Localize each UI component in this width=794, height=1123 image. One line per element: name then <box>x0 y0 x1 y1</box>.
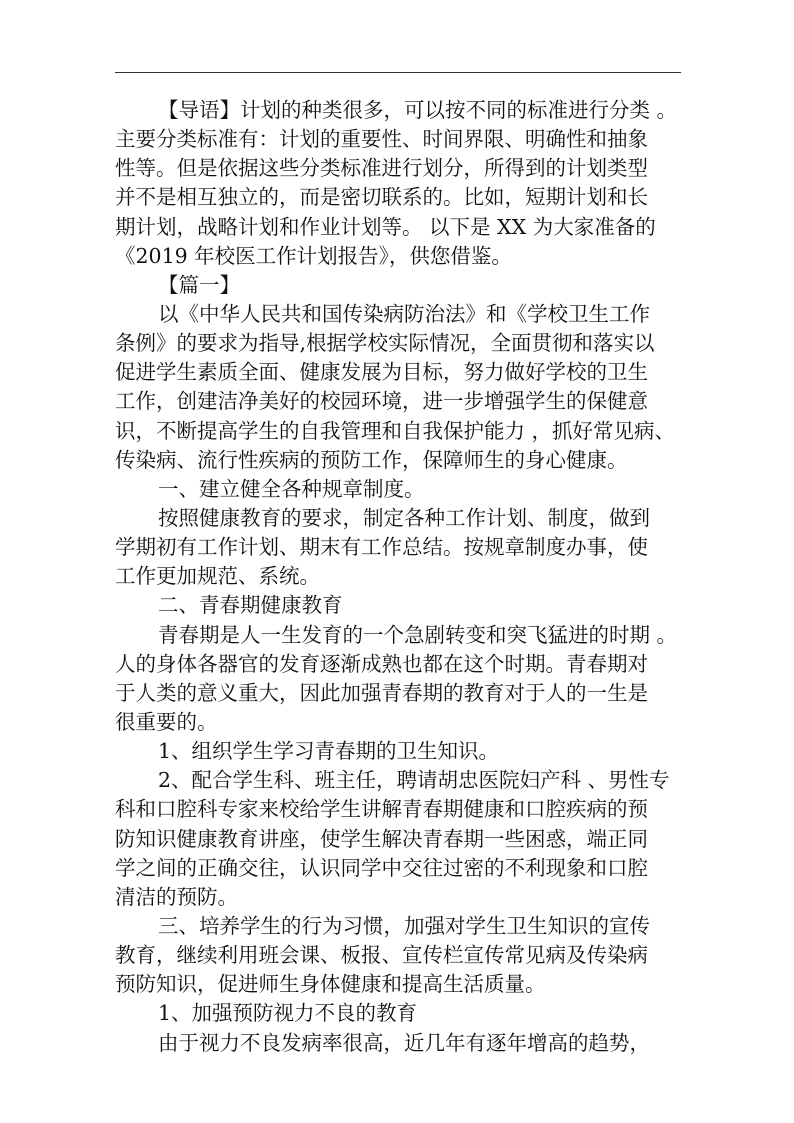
text-line: 【导语】计划的种类很多，可以按不同的标准进行分类 。 <box>158 98 678 122</box>
list-item: 1、加强预防视力不良的教育 <box>158 1001 418 1026</box>
section-heading: 三、培养学生的行为习惯，加强对学生卫生知识的宣传 <box>158 913 650 938</box>
text-line: 很重要的。 <box>115 709 218 734</box>
text-line: 于人类的意义重大，因此加强青春期的教育对于人的一生是 <box>115 680 648 705</box>
text-line: 由于视力不良发病率很高，近几年有逐年增高的趋势， <box>158 1030 650 1055</box>
text-line: 识，不断提高学生的自我管理和自我保护能力 ，抓好常见病、 <box>115 418 676 443</box>
text-line: 学之间的正确交往，认识同学中交往过密的不利现象和口腔 <box>115 855 648 880</box>
text-line: 促进学生素质全面、健康发展为目标，努力做好学校的卫生 <box>115 360 648 385</box>
section-heading: 【篇一】 <box>158 272 240 297</box>
text-line: 教育，继续利用班会课、板报、宣传栏宣传常见病及传染病 <box>115 943 648 968</box>
text-line: 条例》的要求为指导,根据学校实际情况，全面贯彻和落实以 <box>115 331 655 356</box>
text-line: 期计划，战略计划和作业计划等。 以下是 XX 为大家准备的 <box>115 214 656 239</box>
text-line: 青春期是人一生发育的一个急剧转变和突飞猛进的时期 。 <box>158 622 678 647</box>
list-item: 1、组织学生学习青春期的卫生知识。 <box>158 739 500 764</box>
text-line: 传染病、流行性疾病的预防工作，保障师生的身心健康。 <box>115 447 628 472</box>
text-line: 并不是相互独立的，而是密切联系的。比如，短期计划和长 <box>115 185 648 210</box>
text-line: 人的身体各器官的发育逐渐成熟也都在这个时期。青春期对 <box>115 651 648 676</box>
text-line: 《2019 年校医工作计划报告》，供您借鉴。 <box>115 243 512 268</box>
text-line: 清洁的预防。 <box>115 884 238 909</box>
list-item: 2、配合学生科、班主任，聘请胡忠医院妇产科 、男性专 <box>158 768 670 793</box>
section-heading: 一、建立健全各种规章制度。 <box>158 476 425 501</box>
header-rule <box>115 72 681 73</box>
text-line: 按照健康教育的要求，制定各种工作计划、制度，做到 <box>158 505 650 530</box>
text-line: 性等。但是依据这些分类标准进行划分，所得到的计划类型 <box>115 156 648 181</box>
text-line: 科和口腔科专家来校给学生讲解青春期健康和口腔疾病的预 <box>115 797 648 822</box>
section-heading: 二、青春期健康教育 <box>158 593 343 618</box>
body-text <box>115 96 685 1058</box>
text-line: 防知识健康教育讲座，使学生解决青春期一些困惑，端正同 <box>115 826 648 851</box>
text-line: 主要分类标准有：计划的重要性、时间界限、明确性和抽象 <box>115 127 648 152</box>
text-line: 预防知识，促进师生身体健康和提高生活质量。 <box>115 972 546 997</box>
text-line: 工作，创建洁净美好的校园环境，进一步增强学生的保健意 <box>115 389 648 414</box>
text-line: 工作更加规范、系统。 <box>115 564 320 589</box>
text-line: 以《中华人民共和国传染病防治法》和《学校卫生工作 <box>158 301 650 326</box>
text-line: 学期初有工作计划、期末有工作总结。按规章制度办事，使 <box>115 535 648 560</box>
